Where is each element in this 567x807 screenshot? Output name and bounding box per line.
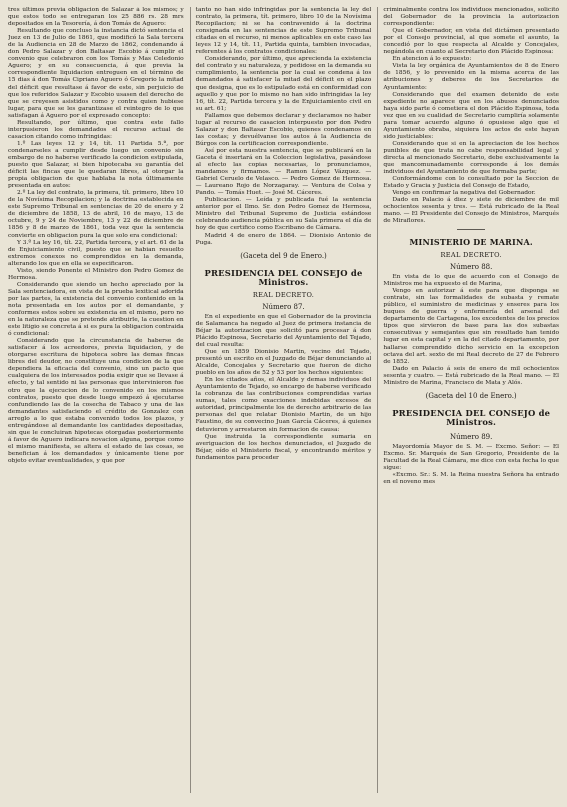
paragraph: Publicacion. — Leída y publicada fué la sentencia anterior por el Ilmo. Sr. don Pedro Gomez de Hermosa, Ministro del Tribunal Supremo de Justicia estándose celebrando audiencia pública en su Sala primera el día de hoy de que certifico como Escribano de Cámara. [195, 197, 372, 232]
paragraph: En el expediente en que el Gobernador de la provincia de Salamanca ha negado al Juez de primera instancia de Béjar la autorizacion que solicitó para procesar á don Plácido Espinosa, Secretario del Ayuntamiento del Tejado, del cual resulta: [195, 313, 372, 348]
paragraph: En los citados años, el Alcalde y demas individuos del Ayuntamiento de Tejado, so encargo de haberse verificado la cobranza de las contribuciones comprendidas varias sumas, tales como exacciones indebidas excesos de autoridad, principalmente los de derecho arbitrario de las personas del que relatar Dionisio Martin, de un hijo Faustino, de su convecino Juan García Cáceres, á quienes detuvieron y arrestaron sin formacion de causa: [195, 377, 372, 433]
paragraph: tanto no han sido infringidas por la sentencia la ley del contrato, la primera, tít. primero, libro 10 de la Novísima Recopilacion; ni se ha contravenido á la doctrina consignada en las sentencias de este Supremo Tribunal citadas en el recurso, ni menos aplicables en este caso las leyes 12 y 14, tít. 11, Partida quinta, tambien invocadas, referentes á los contratos condicionales: [195, 7, 372, 56]
paragraph: Vengo en autorizar á este para que disponga se contrate, sin las formalidades de subasta y remate público, el suministro de medicinas y enseres para los buques de guerra y enfermería del arsenal del departamento de Cartagena, los excedentes de los precios tipos que sirvieron de base para las dos subastas consecutivas y semejantes que sin resultado han tenido lugar en esta capital y en la del citado departamento, por hallarse comprendido dicho servicio en la excepcion octava del art. sexto de mi Real decreto de 27 de Febrero de 1852. [383, 288, 560, 365]
paragraph: Madrid 4 de enero de 1864. — Dionisio Antonio de Puga. [195, 232, 372, 246]
paragraph: En vista de lo que de acuerdo con el Consejo de Ministros me ha expuesto el de Marina, [383, 274, 560, 288]
paragraph: Resultando, por último, que contra este fallo interpusieron los demandados el recurso actual de casacion citando como infringidas: [8, 119, 184, 140]
paragraph: Así por esta nuestra sentencia, que se publicará en la Gaceta é insertará en la Coleccion legislativa, pasándose al efecto las copias necesarias, lo pronunciamos, mandamos y firmamos. — Ramon López Vázquez. — Gabriel Ceruelo de Velasco. — Pedro Gomez de Hermosa. — Laureano Rojo de Norzagaray. — Ventura de Colsa y Pando. — Tomás Huet. — José M. Cáceres. [195, 147, 372, 197]
paragraph: En atencion á lo expuesto: [392, 56, 472, 63]
paragraph: «Excmo. Sr.: S. M. la Reina nuestra Señora ha entrado en el noveno mes [383, 472, 560, 486]
newspaper-page [8, 7, 559, 793]
decree-number: Número 89. [450, 432, 493, 441]
decree-heading: REAL DECRETO. [440, 251, 502, 260]
paragraph: criminalmente contra los individuos mencionados, solicitó del Gobernador de la provincia la autorizacion correspondiente: [383, 7, 560, 28]
decree-number: Número 88. [450, 263, 493, 272]
paragraph: Considerando que siendo un hecho apreciado por la Sala sentenciadora, en vista de la prueba lexitical adorida por las partes, la existencia del convenio contenido en la nota presentada en los autos por el demandante, y conformes estos sobre su existencia en el mismo, pero no en la naturaleza que se pretende atribuirle, la cuestion en este litigio se concreta á si es pura la obligacion contraida ó condicional: [8, 281, 184, 338]
paragraph: 1.º Las leyes 12 y 14, tít. 11 Partida 5.ª, por condenarseles a cumplir desde luego un convenio sin embargo de no haberse verificado la condicion estipulada, puesto que Salazar, si bien hipotecaba su garantía del déficit las fincas que le quedaran libres, al otorgar la propia obligacion de que hablaba la nota últimamente presentada en autos: [8, 140, 184, 190]
paragraph: Considerando que la circunstancia de haberse de satisfacer á los acreedores, previa liquidacion, y de otorgarse escritura de hipoteca sobre las demas fincas libres del deudor, no constituye una condicion de la que dependiera la eficacia del convenio, sino un pacto que cualquiera de los interesados podia exigir que se llevase á efecto, y tal sentido ni las personas que intervinieron fue otro que la ejecucion de lo convenido en los mismos contratos, puesto que desde luego empezó á ejecutarse confundiendo las de la cosecha de Tabaco y una de las demandantes satisfaciendo el crédito de Gonzalez con arreglo a lo que estaba convenido todos los plazos, y entregándose al demandante los cantidades depositadas, sin que le concluiran hipotecas otorgadas posteriormente á favor de Aguero indicara novacion alguna, porque como el mismo manifiesta, se altera el estado de las cosas, se benefician á los demandados y únicamente tiene por objeto evitar eventualidades, y que por [8, 338, 184, 464]
section-heading: PRESIDENCIA DEL CONSEJO de Ministros. [392, 407, 551, 428]
paragraph: Y 3.º La ley 16, tít. 22, Partida tercera, y el art. 61 de la de Enjuiciamiento civil, puesto que se habian resuelto extremos conexos no comprendidos en la demanda, alterando los que en ella se especificaron. [8, 239, 184, 267]
paragraph: Visto, siendo Ponente el Ministro don Pedro Gomez de Hermosa. [8, 267, 184, 281]
separator [457, 229, 485, 230]
paragraph: Vengo en confirmar la negativa del Gobernador. [392, 190, 536, 197]
section-heading: PRESIDENCIA DEL CONSEJO de Ministros. [204, 267, 363, 288]
paragraph: Considerando, por último, que aprecienda la existencia del contrato y su naturaleza, y pedidose en la demanda su cumplimiento, la sentencia por la cual se condena á los demandados á satisfacer la mitad del déficit en el plazo que designa, que es lo estipulado está en conformidad con aquello y que por lo mismo no han sido infringidas la ley 16, tít. 22, Partida tercera y la de Enjuiciamiento civil en su art. 61; [195, 56, 372, 112]
paragraph: Dado en Palacio á seis de enero de mil ochocientos sesenta y cuatro. — Está rubricado de la Real mano. — El Ministro de Marina, Francisco de Mata y Alós. [383, 365, 560, 386]
column-1 [8, 7, 184, 793]
decree-number: Número 87. [262, 302, 305, 311]
paragraph: 2.º La ley del contrato, la primera, tít. primero, libro 10 de la Novísima Recopilacion; y la doctrina establecida en este Supremo Tribunal en sentencias de 20 de enero y 2 de diciembre de 1858, 13 de abril, 16 de mayo, 13 de octubre, 9 y 24 de Noviembre, 13 y 22 de diciembre de 1856 y 8 de marzo de 1861, toda vez que la sentencia convierte en obligacion pura la que solo era condicional: [8, 190, 184, 239]
paragraph: Que instruida la correspondiente sumaria en averiguacion de los hechos denunciados, el Juzgado de Béjar, oído el Ministerio fiscal, y encontrando méritos y fundamentos para proceder [195, 433, 372, 461]
column-3 [377, 7, 559, 793]
decree-heading: REAL DECRETO. [252, 290, 315, 299]
paragraph: Que en 1859 Dionisio Martin, vecino del Tejado, presentó un escrito en el Juzgado de Béjar denunciando al Alcalde, Concejales y Secretario que fueron de dicho pueblo en los años de 52 y 53 por los hechos siguientes: [195, 349, 372, 377]
paragraph: Fallamos que debemos declarar y declaramos no haber lugar al recurso de casacion interpuesto por don Pedro Salazar y don Baltasar Escobio, quienes condenamos en las costas; y devuélvanse los autos á la Audiencia de Búrgos con la certificacion correspondiente. [195, 112, 372, 147]
paragraph: Considerando que del examen detenido de este expediente no aparece que en los abusos denunciados haya sido parte ó cometiera el don Plácido Espinosa, toda vez que en su cualidad de Secretario cumpliría solamente para tomar acuerdo alguno ó opusiese algo que el Ayuntamiento obraba, siquiera los actos de este hayan sido justiciables: [383, 91, 560, 140]
paragraph: Considerando que si en la apreciacion de los hechos punibles de que trata no cabe responsabilidad legal y directa al mencionado Secretario, debe exclusivamente la que mancomunadamente corresponde á los demás individuos del Ayuntamiento de que formaba parte; [383, 140, 560, 176]
paragraph: Vista la ley orgánica de Ayuntamientos de 8 de Enero de 1856, y lo prevenido en la misma acerca de las atribuciones y deberes de los Secretarios de Ayuntamiento: [383, 63, 560, 91]
column-2 [190, 7, 372, 793]
paragraph: Conformándome con lo consultado por la Seccion de Estado y Gracia y Justicia del Consejo de Estado, [383, 176, 560, 190]
paragraph: tres últimos previa obligacion de Salazar á los mismos; y que estos todo se entregaran los 25 886 rs. 28 mrs depositados en la Tesorería, á don Tomás de Aguero: [8, 7, 184, 28]
paragraph: Que el Gobernador, en vista del dictámen presentado por el Consejo provincial, al que somete el asunto, la concedió por lo que respecta al Alcalde y Concejales, negándola en cuanto al Secretario don Plácido Espinosa: [383, 28, 560, 56]
section-heading: MINISTERIO DE MARINA. [409, 237, 533, 248]
paragraph: Dado en Palacio á diez y siete de diciembre de mil ochocientos sesenta y tres. — Está rubricado de la Real mano. — El Presidente del Consejo de Ministros, Marqués de Miraflores. [383, 197, 560, 225]
paragraph: Mayordomía Mayor de S. M. — Excmo. Señor: — El Excmo. Sr. Marqués de San Gregorio, Presidente de la Facultad de la Real Cámara, me dice con esta fecha lo que sigue: [383, 443, 560, 472]
gazette-dateline: (Gaceta del 10 de Enero.) [425, 391, 517, 400]
gazette-dateline: (Gaceta del 9 de Enero.) [240, 251, 327, 260]
paragraph: Resultando que concluso la instancia dictó sentencia el Juez en 13 de Julio de 1861, que modificó la Sala tercera de la Audiencia en 28 de Marzo de 1862, condenando á don Pedro Salazar y don Baltasar Escobio á cumplir el convenio que celebraron con los Tomás y Mas Celedonio Aguero; y en su consecuencia, á que previa la correspondiente liquidacion entreguen en el término de 15 dias á don Tomás Cipriano Aguero ó Gregorio la mitad del déficit que resultase á favor de este, sin perjuicio de que los referidos Salazar y Escobio usasen del derecho de que se creyesen asistidos como y contra quien hubiese lugar, para que se les garantizase el reintegro de lo que satisfagan á Aguero por el expresado concepto: [8, 28, 184, 119]
